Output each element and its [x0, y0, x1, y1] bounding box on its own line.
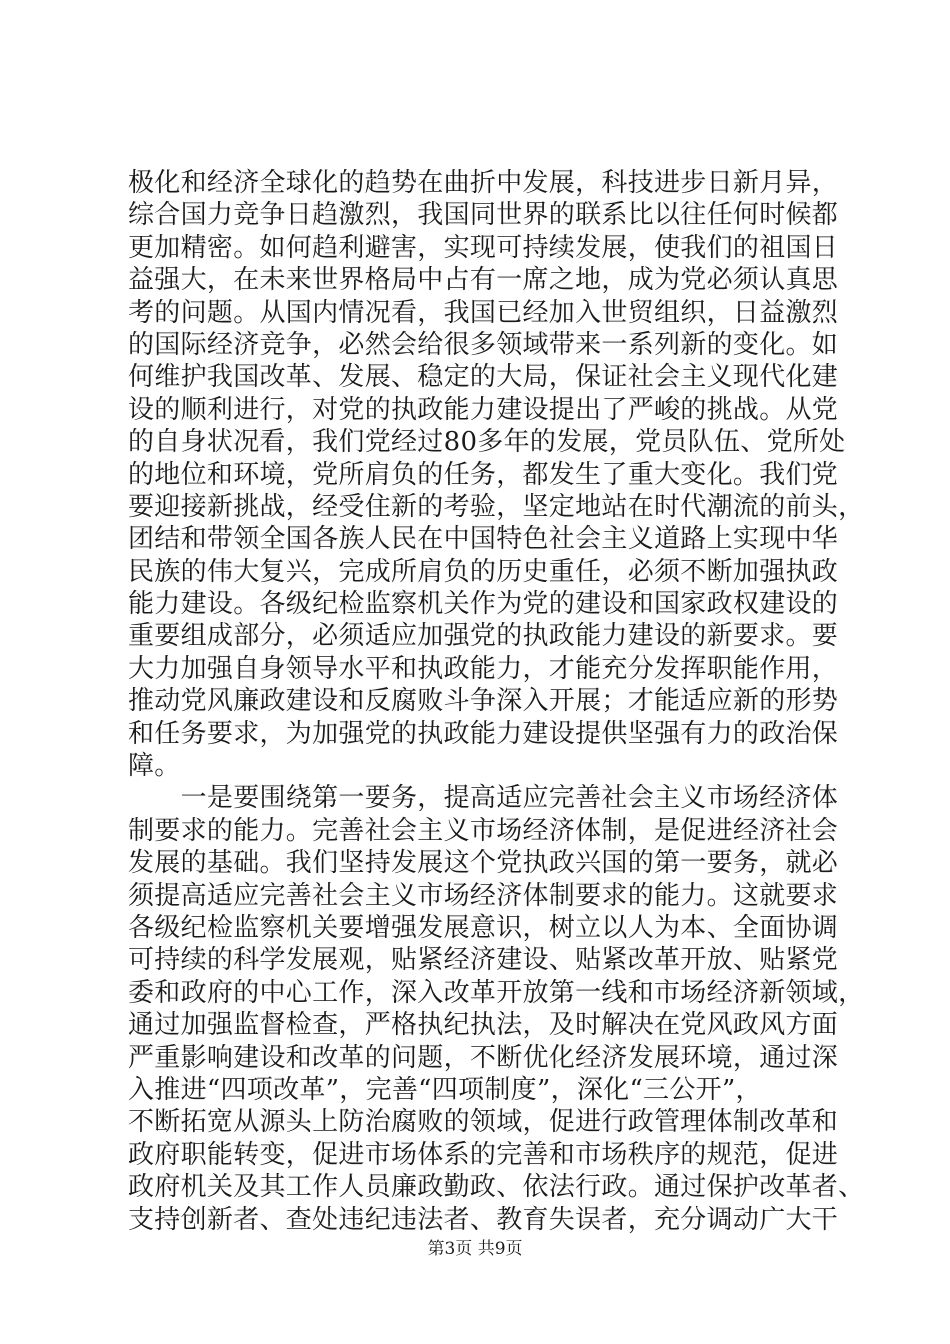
text-line: 和任务要求，为加强党的执政能力建设提供坚强有力的政治保	[128, 718, 839, 749]
text-line: 要迎接新挑战，经受住新的考验，坚定地站在时代潮流的前头，	[128, 491, 865, 522]
text-line: 益强大，在未来世界格局中占有一席之地，成为党必须认真思	[128, 265, 839, 296]
text-line: 民族的伟大复兴，完成所肩负的历史重任，必须不断加强执政	[128, 556, 839, 587]
text-line: 不断拓宽从源头上防治腐败的领域，促进行政管理体制改革和	[128, 1107, 839, 1138]
text-line: 入推进“四项改革”，完善“四项制度”，深化“三公开”，	[128, 1074, 762, 1105]
text-line: 综合国力竞争日趋激烈，我国同世界的联系比以往任何时候都	[128, 200, 839, 231]
text-line: 政府职能转变，促进市场体系的完善和市场秩序的规范，促进	[128, 1139, 839, 1170]
text-line: 支持创新者、查处违纪违法者、教育失误者，充分调动广大干	[128, 1204, 839, 1235]
text-line: 严重影响建设和改革的问题，不断优化经济发展环境，通过深	[128, 1042, 839, 1073]
text-line: 各级纪检监察机关要增强发展意识，树立以人为本、全面协调	[128, 912, 839, 943]
text-line: 一是要围绕第一要务，提高适应完善社会主义市场经济体	[128, 783, 839, 814]
text-line: 极化和经济全球化的趋势在曲折中发展，科技进步日新月异，	[128, 168, 839, 198]
text-line: 发展的基础。我们坚持发展这个党执政兴国的第一要务，就必	[128, 848, 839, 879]
text-line: 推动党风廉政建设和反腐败斗争深入开展；才能适应新的形势	[128, 686, 839, 717]
text-line: 可持续的科学发展观，贴紧经济建设、贴紧改革开放、贴紧党	[128, 945, 839, 976]
text-line: 通过加强监督检查，严格执纪执法，及时解决在党风政风方面	[128, 1010, 839, 1041]
text-line: 的国际经济竞争，必然会给很多领域带来一系列新的变化。如	[128, 329, 839, 360]
text-line: 制要求的能力。完善社会主义市场经济体制，是促进经济社会	[128, 815, 839, 846]
text-line: 须提高适应完善社会主义市场经济体制要求的能力。这就要求	[128, 880, 839, 911]
text-line: 大力加强自身领导水平和执政能力，才能充分发挥职能作用，	[128, 653, 839, 684]
text-line: 能力建设。各级纪检监察机关作为党的建设和国家政权建设的	[128, 589, 839, 620]
body-text	[128, 167, 865, 1236]
text-line: 更加精密。如何趋利避害，实现可持续发展，使我们的祖国日	[128, 232, 839, 263]
text-line: 重要组成部分，必须适应加强党的执政能力建设的新要求。要	[128, 621, 839, 652]
text-line: 何维护我国改革、发展、稳定的大局，保证社会主义现代化建	[128, 362, 839, 393]
text-line: 的地位和环境，党所肩负的任务，都发生了重大变化。我们党	[128, 459, 839, 490]
text-line: 委和政府的中心工作，深入改革开放第一线和市场经济新领域，	[128, 977, 865, 1008]
page-number-footer: 第3页 共9页	[427, 1239, 523, 1259]
text-line: 团结和带领全国各族人民在中国特色社会主义道路上实现中华	[128, 524, 839, 555]
text-line: 政府机关及其工作人员廉政勤政、依法行政。通过保护改革者、	[128, 1172, 865, 1203]
text-line: 的自身状况看，我们党经过80多年的发展，党员队伍、党所处	[128, 427, 846, 458]
text-line: 考的问题。从国内情况看，我国已经加入世贸组织，日益激烈	[128, 297, 839, 328]
text-line: 设的顺利进行，对党的执政能力建设提出了严峻的挑战。从党	[128, 394, 839, 425]
text-line: 障。	[128, 751, 181, 782]
